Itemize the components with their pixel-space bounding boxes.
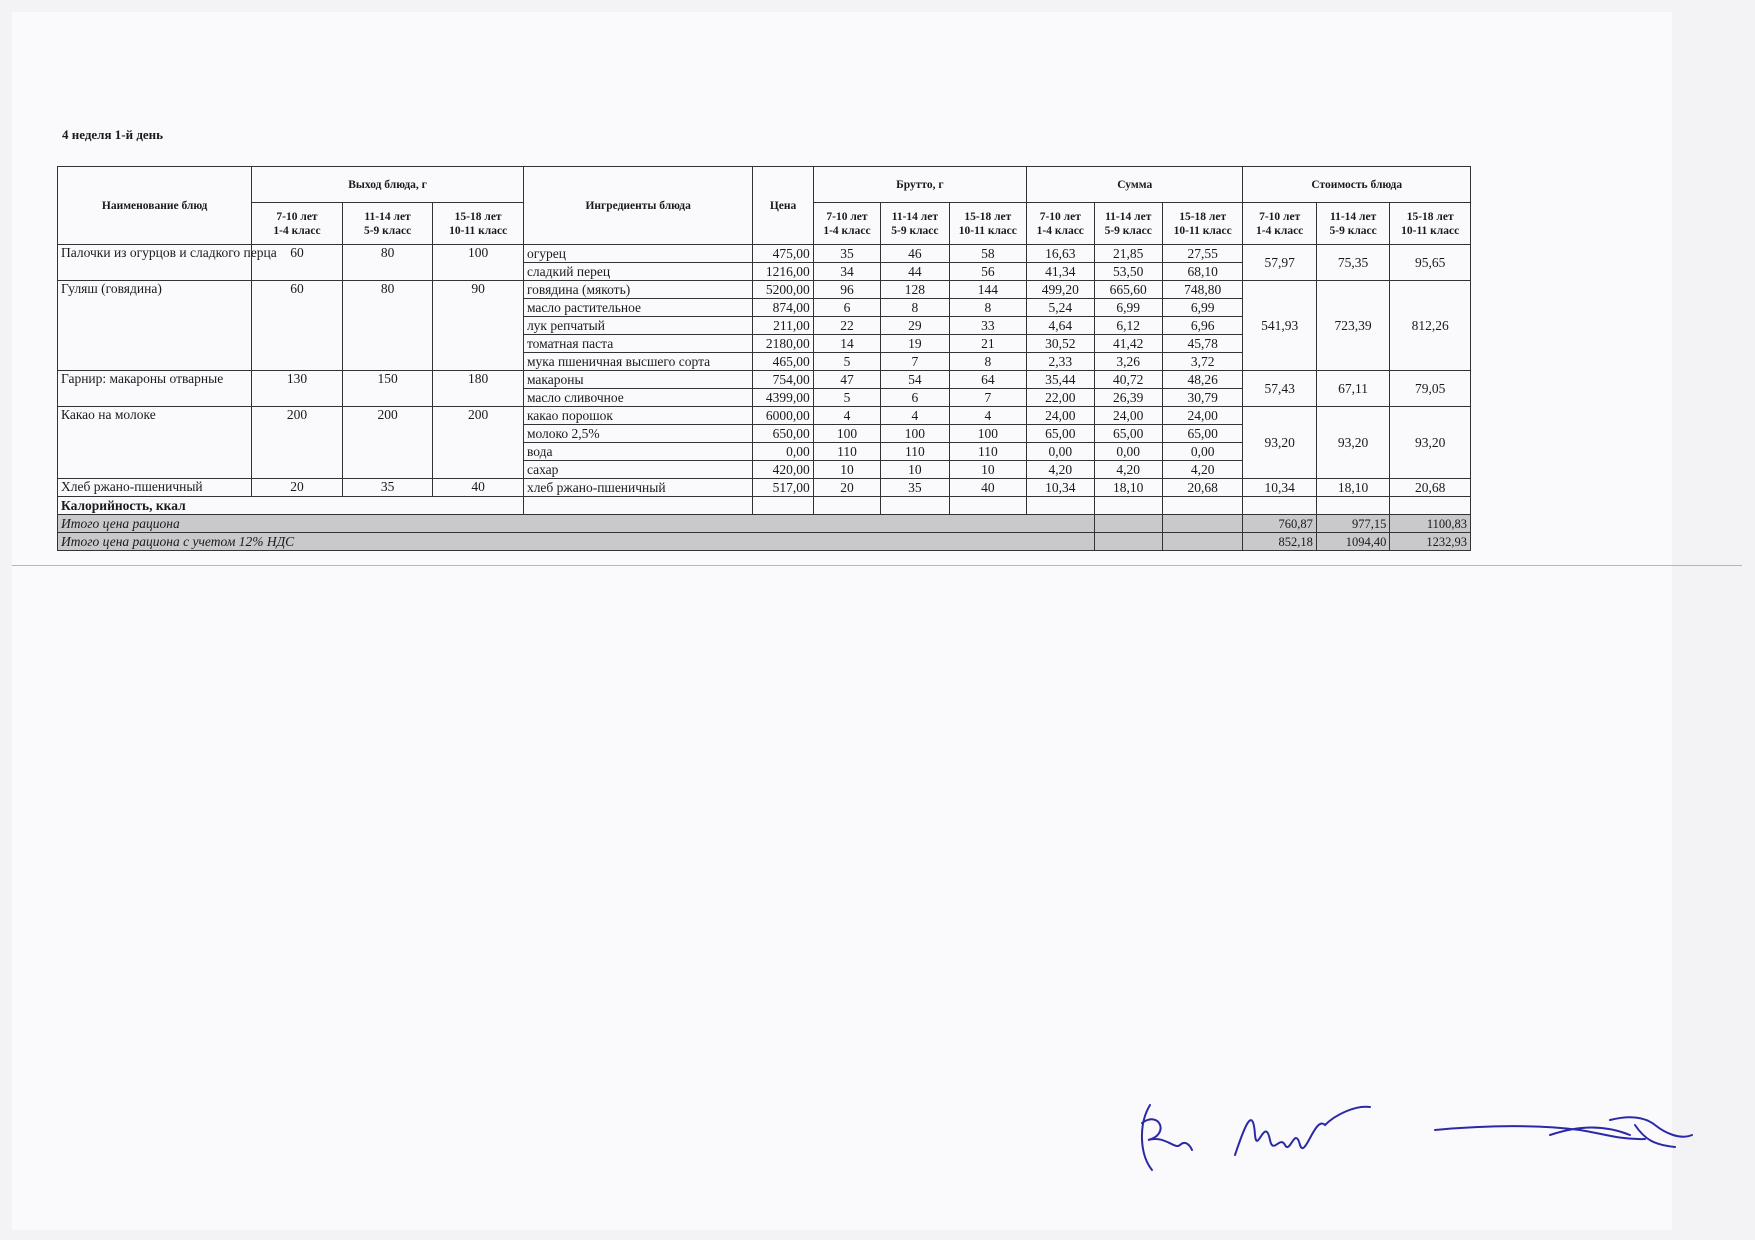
dish-cost: 75,35 — [1316, 245, 1389, 281]
ingredient-name: сладкий перец — [523, 263, 752, 281]
age-range-label: 15-18 лет — [1406, 210, 1454, 223]
sum-value: 41,42 — [1094, 335, 1162, 353]
header-row-1 — [58, 167, 1471, 203]
sum-value: 18,10 — [1094, 479, 1162, 497]
dish-cost: 57,43 — [1243, 371, 1316, 407]
brutto-value: 47 — [813, 371, 880, 389]
ingredient-name: томатная паста — [523, 335, 752, 353]
ingredient-name: масло растительное — [523, 299, 752, 317]
grade-range-label: 1-4 класс — [1256, 224, 1304, 237]
age-range-label: 15-18 лет — [1179, 210, 1227, 223]
header-age-2 — [881, 203, 949, 245]
brutto-value: 5 — [813, 353, 880, 371]
ingredient-name: макароны — [523, 371, 752, 389]
brutto-value: 22 — [813, 317, 880, 335]
header-age-3 — [949, 203, 1026, 245]
empty-cell — [881, 497, 949, 515]
age-range-label: 11-14 лет — [891, 210, 939, 223]
grade-range-label: 5-9 класс — [891, 224, 939, 237]
brutto-value: 100 — [949, 425, 1026, 443]
brutto-value: 8 — [949, 299, 1026, 317]
sum-value: 499,20 — [1027, 281, 1094, 299]
dish-output: 80 — [342, 245, 433, 281]
ingredient-price: 2180,00 — [753, 335, 813, 353]
empty-cell — [1316, 497, 1389, 515]
header-age-3 — [1390, 203, 1471, 245]
scan-line — [12, 565, 1742, 566]
sum-value: 665,60 — [1094, 281, 1162, 299]
table-row — [58, 407, 1471, 425]
dish-name: Хлеб ржано-пшеничный — [58, 479, 252, 497]
ingredient-price: 1216,00 — [753, 263, 813, 281]
header-output: Выход блюда, г — [252, 167, 524, 203]
header-age-3 — [433, 203, 524, 245]
sum-value: 21,85 — [1094, 245, 1162, 263]
age-range-label: 11-14 лет — [1329, 210, 1377, 223]
dish-name: Какао на молоке — [58, 407, 252, 479]
ingredient-name: молоко 2,5% — [523, 425, 752, 443]
sum-value: 24,00 — [1162, 407, 1243, 425]
brutto-value: 58 — [949, 245, 1026, 263]
brutto-value: 40 — [949, 479, 1026, 497]
header-brutto: Брутто, г — [813, 167, 1026, 203]
sum-value: 748,80 — [1162, 281, 1243, 299]
sum-value: 0,00 — [1027, 443, 1094, 461]
ingredient-price: 420,00 — [753, 461, 813, 479]
sum-value: 65,00 — [1094, 425, 1162, 443]
dish-output: 100 — [433, 245, 524, 281]
grade-range-label: 1-4 класс — [273, 224, 321, 237]
sum-value: 30,79 — [1162, 389, 1243, 407]
empty-cell — [753, 497, 813, 515]
sum-value: 27,55 — [1162, 245, 1243, 263]
brutto-value: 100 — [813, 425, 880, 443]
brutto-value: 4 — [881, 407, 949, 425]
ingredient-price: 517,00 — [753, 479, 813, 497]
brutto-value: 56 — [949, 263, 1026, 281]
brutto-value: 19 — [881, 335, 949, 353]
brutto-value: 34 — [813, 263, 880, 281]
total-value: 852,18 — [1243, 533, 1316, 551]
ingredient-name: огурец — [523, 245, 752, 263]
brutto-value: 10 — [813, 461, 880, 479]
sum-value: 53,50 — [1094, 263, 1162, 281]
brutto-value: 35 — [881, 479, 949, 497]
menu-table-body — [58, 245, 1471, 551]
brutto-value: 46 — [881, 245, 949, 263]
ingredient-price: 5200,00 — [753, 281, 813, 299]
brutto-value: 6 — [813, 299, 880, 317]
sum-value: 22,00 — [1027, 389, 1094, 407]
header-cost: Стоимость блюда — [1243, 167, 1471, 203]
ingredient-price: 465,00 — [753, 353, 813, 371]
header-age-2 — [342, 203, 433, 245]
sum-value: 65,00 — [1027, 425, 1094, 443]
dish-output: 35 — [342, 479, 433, 497]
ingredient-name: вода — [523, 443, 752, 461]
sum-value: 20,68 — [1162, 479, 1243, 497]
ingredient-price: 754,00 — [753, 371, 813, 389]
calories-row — [58, 497, 1471, 515]
age-range-label: 7-10 лет — [826, 210, 868, 223]
sum-value: 6,99 — [1094, 299, 1162, 317]
dish-cost: 20,68 — [1390, 479, 1471, 497]
grade-range-label: 1-4 класс — [1036, 224, 1084, 237]
age-range-label: 11-14 лет — [364, 210, 411, 223]
dish-output: 180 — [433, 371, 524, 407]
sum-value: 68,10 — [1162, 263, 1243, 281]
brutto-value: 54 — [881, 371, 949, 389]
ingredient-price: 874,00 — [753, 299, 813, 317]
sum-value: 2,33 — [1027, 353, 1094, 371]
header-age-2 — [1094, 203, 1162, 245]
brutto-value: 20 — [813, 479, 880, 497]
empty-cell — [1162, 533, 1243, 551]
brutto-value: 4 — [813, 407, 880, 425]
sum-value: 3,26 — [1094, 353, 1162, 371]
brutto-value: 64 — [949, 371, 1026, 389]
dish-cost: 812,26 — [1390, 281, 1471, 371]
ingredient-price: 650,00 — [753, 425, 813, 443]
sum-value: 5,24 — [1027, 299, 1094, 317]
dish-output: 20 — [252, 479, 343, 497]
sum-value: 0,00 — [1094, 443, 1162, 461]
empty-cell — [1390, 497, 1471, 515]
brutto-value: 10 — [949, 461, 1026, 479]
brutto-value: 14 — [813, 335, 880, 353]
empty-cell — [523, 497, 752, 515]
age-range-label: 11-14 лет — [1105, 210, 1152, 223]
empty-cell — [1243, 497, 1316, 515]
brutto-value: 44 — [881, 263, 949, 281]
sum-value: 65,00 — [1162, 425, 1243, 443]
brutto-value: 33 — [949, 317, 1026, 335]
total-row — [58, 515, 1471, 533]
dish-output: 80 — [342, 281, 433, 371]
empty-cell — [1094, 515, 1162, 533]
header-dish: Наименование блюд — [58, 167, 252, 245]
sum-value: 6,99 — [1162, 299, 1243, 317]
sum-value: 4,20 — [1162, 461, 1243, 479]
dish-output: 200 — [433, 407, 524, 479]
header-age-1 — [252, 203, 343, 245]
ingredient-name: мука пшеничная высшего сорта — [523, 353, 752, 371]
grade-range-label: 10-11 класс — [1401, 224, 1460, 237]
dish-output: 200 — [342, 407, 433, 479]
dish-cost: 95,65 — [1390, 245, 1471, 281]
age-range-label: 15-18 лет — [454, 210, 502, 223]
sum-value: 10,34 — [1027, 479, 1094, 497]
brutto-value: 144 — [949, 281, 1026, 299]
age-range-label: 7-10 лет — [1259, 210, 1301, 223]
table-row — [58, 281, 1471, 299]
sum-value: 41,34 — [1027, 263, 1094, 281]
total-label: Итого цена рациона — [58, 515, 1095, 533]
total-value: 1094,40 — [1316, 533, 1389, 551]
brutto-value: 110 — [813, 443, 880, 461]
total-value: 1100,83 — [1390, 515, 1471, 533]
sum-value: 6,96 — [1162, 317, 1243, 335]
sum-value: 0,00 — [1162, 443, 1243, 461]
age-range-label: 7-10 лет — [276, 210, 318, 223]
header-ingredients: Ингредиенты блюда — [523, 167, 752, 245]
brutto-value: 7 — [881, 353, 949, 371]
dish-name: Гарнир: макароны отварные — [58, 371, 252, 407]
ingredient-name: говядина (мякоть) — [523, 281, 752, 299]
ingredient-name: какао порошок — [523, 407, 752, 425]
brutto-value: 100 — [881, 425, 949, 443]
ingredient-price: 0,00 — [753, 443, 813, 461]
dish-output: 200 — [252, 407, 343, 479]
header-sum: Сумма — [1027, 167, 1243, 203]
sum-value: 4,20 — [1094, 461, 1162, 479]
dish-output: 60 — [252, 245, 343, 281]
sum-value: 30,52 — [1027, 335, 1094, 353]
ingredient-name: масло сливочное — [523, 389, 752, 407]
dish-name: Палочки из огурцов и сладкого перца — [58, 245, 252, 281]
dish-cost: 93,20 — [1243, 407, 1316, 479]
sum-value: 45,78 — [1162, 335, 1243, 353]
table-row — [58, 245, 1471, 263]
grade-range-label: 10-11 класс — [1173, 224, 1232, 237]
total-value: 977,15 — [1316, 515, 1389, 533]
brutto-value: 29 — [881, 317, 949, 335]
sum-value: 26,39 — [1094, 389, 1162, 407]
dish-cost: 18,10 — [1316, 479, 1389, 497]
ingredient-price: 211,00 — [753, 317, 813, 335]
menu-table — [57, 166, 1471, 551]
ingredient-name: лук репчатый — [523, 317, 752, 335]
sum-value: 40,72 — [1094, 371, 1162, 389]
brutto-value: 110 — [881, 443, 949, 461]
empty-cell — [1162, 497, 1243, 515]
page-heading: 4 неделя 1-й день — [62, 127, 164, 142]
brutto-value: 4 — [949, 407, 1026, 425]
signature-2 — [1225, 1095, 1375, 1175]
table-row — [58, 371, 1471, 389]
dish-output: 130 — [252, 371, 343, 407]
ingredient-name: сахар — [523, 461, 752, 479]
empty-cell — [949, 497, 1026, 515]
sum-value: 35,44 — [1027, 371, 1094, 389]
grade-range-label: 5-9 класс — [1329, 224, 1377, 237]
header-age-1 — [1027, 203, 1094, 245]
brutto-value: 110 — [949, 443, 1026, 461]
brutto-value: 10 — [881, 461, 949, 479]
grade-range-label: 5-9 класс — [1104, 224, 1152, 237]
sum-value: 4,64 — [1027, 317, 1094, 335]
empty-cell — [1094, 533, 1162, 551]
sum-value: 16,63 — [1027, 245, 1094, 263]
total-value: 760,87 — [1243, 515, 1316, 533]
brutto-value: 96 — [813, 281, 880, 299]
ingredient-name: хлеб ржано-пшеничный — [523, 479, 752, 497]
dish-cost: 93,20 — [1316, 407, 1389, 479]
brutto-value: 7 — [949, 389, 1026, 407]
grade-range-label: 10-11 класс — [958, 224, 1017, 237]
dish-output: 60 — [252, 281, 343, 371]
dish-name: Гуляш (говядина) — [58, 281, 252, 371]
age-range-label: 15-18 лет — [964, 210, 1012, 223]
empty-cell — [1162, 515, 1243, 533]
brutto-value: 21 — [949, 335, 1026, 353]
signature-3 — [1430, 1095, 1695, 1175]
dish-output: 90 — [433, 281, 524, 371]
grade-range-label: 1-4 класс — [823, 224, 871, 237]
sum-value: 3,72 — [1162, 353, 1243, 371]
header-price: Цена — [753, 167, 813, 245]
dish-output: 150 — [342, 371, 433, 407]
total-label: Итого цена рациона с учетом 12% НДС — [58, 533, 1095, 551]
sum-value: 6,12 — [1094, 317, 1162, 335]
sum-value: 24,00 — [1094, 407, 1162, 425]
dish-output: 40 — [433, 479, 524, 497]
ingredient-price: 6000,00 — [753, 407, 813, 425]
grade-range-label: 5-9 класс — [363, 224, 412, 237]
total-value: 1232,93 — [1390, 533, 1471, 551]
header-age-1 — [813, 203, 880, 245]
header-age-2 — [1316, 203, 1389, 245]
age-range-label: 7-10 лет — [1039, 210, 1081, 223]
dish-cost: 10,34 — [1243, 479, 1316, 497]
dish-cost: 67,11 — [1316, 371, 1389, 407]
total-row — [58, 533, 1471, 551]
header-age-3 — [1162, 203, 1243, 245]
brutto-value: 6 — [881, 389, 949, 407]
sum-value: 24,00 — [1027, 407, 1094, 425]
empty-cell — [1027, 497, 1094, 515]
ingredient-price: 4399,00 — [753, 389, 813, 407]
brutto-value: 8 — [881, 299, 949, 317]
dish-cost: 79,05 — [1390, 371, 1471, 407]
dish-cost: 541,93 — [1243, 281, 1316, 371]
dish-cost: 57,97 — [1243, 245, 1316, 281]
brutto-value: 35 — [813, 245, 880, 263]
empty-cell — [1094, 497, 1162, 515]
header-age-1 — [1243, 203, 1316, 245]
brutto-value: 5 — [813, 389, 880, 407]
sum-value: 4,20 — [1027, 461, 1094, 479]
sum-value: 48,26 — [1162, 371, 1243, 389]
table-row — [58, 479, 1471, 497]
brutto-value: 8 — [949, 353, 1026, 371]
empty-cell — [813, 497, 880, 515]
grade-range-label: 10-11 класс — [449, 224, 508, 237]
dish-cost: 93,20 — [1390, 407, 1471, 479]
signature-1 — [1130, 1095, 1240, 1175]
calories-label: Калорийность, ккал — [58, 497, 524, 515]
brutto-value: 128 — [881, 281, 949, 299]
dish-cost: 723,39 — [1316, 281, 1389, 371]
ingredient-price: 475,00 — [753, 245, 813, 263]
